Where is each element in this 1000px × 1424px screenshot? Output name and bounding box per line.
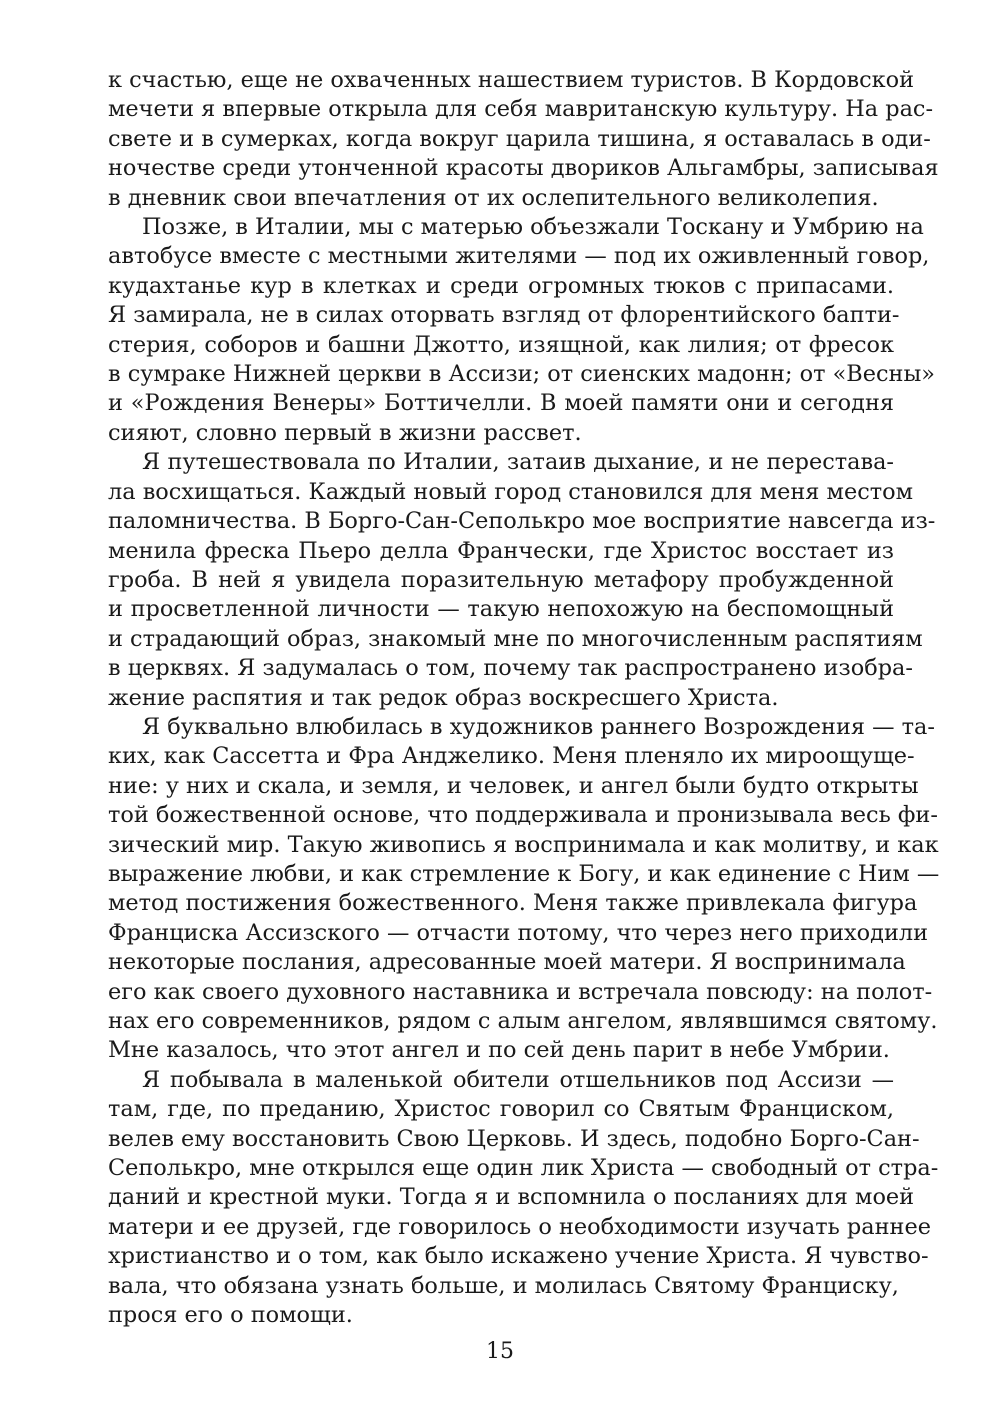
text-line: Мне казалось, что этот ангел и по сей день парит в небе Умбрии. <box>108 1037 890 1064</box>
text-line: той божественной основе, что поддерживала и пронизывала весь фи- <box>108 802 938 829</box>
page-number: 15 <box>486 1339 514 1364</box>
text-line: христианство и о том, как было искажено учение Христа. Я чувство- <box>108 1243 929 1270</box>
text-line: ние: у них и скала, и земля, и человек, и ангел были будто открыты <box>108 772 919 799</box>
text-line: сияют, словно первый в жизни рассвет. <box>108 419 582 446</box>
text-line: Я замирала, не в силах оторвать взгляд от флорентийского бапти- <box>108 302 900 329</box>
text-line: Позже, в Италии, мы с матерью объезжали Тоскану и Умбрию на <box>142 214 924 241</box>
text-line: Франциска Ассизского — отчасти потому, что через него приходили <box>108 919 929 946</box>
text-line: ла восхищаться. Каждый новый город становился для меня местом <box>108 478 914 505</box>
text-line: жение распятия и так редок образ воскресшего Христа. <box>108 684 779 711</box>
text-line: матери и ее друзей, где говорилось о необходимости изучать раннее <box>108 1213 931 1240</box>
text-line: кудахтанье кур в клетках и среди огромных тюков с припасами. <box>108 272 894 299</box>
text-line: Я путешествовала по Италии, затаив дыхание, и не переставa- <box>142 449 894 476</box>
text-line: менила фреска Пьеро делла Франчески, где Христос восстает из <box>108 537 894 564</box>
text-line: в церквях. Я задумалась о том, почему так распространено изобра- <box>108 655 913 682</box>
text-line: и просветленной личности — такую непохожую на беспомощный <box>108 596 894 623</box>
paragraph-1 <box>108 66 939 213</box>
text-line: вала, что обязана узнать больше, и молилась Святому Франциску, <box>108 1272 899 1299</box>
text-line: к счастью, еще не охваченных нашествием туристов. В Кордовской <box>108 67 915 93</box>
text-line: выражение любви, и как стремление к Богу, и как единение с Ним — <box>108 860 940 887</box>
text-line: в дневник свои впечатления от их ослепительного великолепия. <box>108 184 879 211</box>
text-line: и «Рождения Венеры» Боттичелли. В моей памяти они и сегодня <box>108 390 894 417</box>
text-line: стерия, соборов и башни Джотто, изящной, как лилия; от фресок <box>108 331 894 358</box>
text-line: прося его о помощи. <box>108 1302 353 1329</box>
text-line: в сумраке Нижней церкви в Ассизи; от сиенских мадонн; от «Весны» <box>108 361 935 388</box>
text-line: ких, как Сассетта и Фра Анджелико. Меня пленяло их мироощуще- <box>108 743 915 770</box>
paragraph-5 <box>108 1066 939 1331</box>
page-body-text <box>108 66 940 1330</box>
text-line: зический мир. Такую живопись я воспринимала и как молитву, и как <box>108 831 939 858</box>
text-line: даний и крестной муки. Тогда я и вспомнила о посланиях для моей <box>108 1184 915 1211</box>
text-line: его как своего духовного наставника и встречала повсюду: на полот- <box>108 978 933 1005</box>
text-line: паломничества. В Борго-Сан-Сеполькро мое восприятие навсегда из- <box>108 508 936 535</box>
text-line: Я буквально влюбилась в художников раннего Возрождения — та- <box>142 713 935 740</box>
text-line: некоторые послания, адресованные моей матери. Я воспринимала <box>108 949 906 976</box>
paragraph-3 <box>108 448 936 713</box>
text-line: велев ему восстановить Свою Церковь. И здесь, подобно Борго-Сан- <box>108 1125 920 1152</box>
paragraph-4 <box>108 713 940 1066</box>
text-line: Я побывала в маленькой обители отшельников под Ассизи — <box>142 1066 894 1093</box>
text-line: там, где, по преданию, Христос говорил со Святым Франциском, <box>108 1096 894 1123</box>
text-line: свете и в сумерках, когда вокруг царила тишина, я оставалась в оди- <box>108 125 931 152</box>
text-line: метод постижения божественного. Меня также привлекала фигура <box>108 890 918 917</box>
text-line: мечети я впервые открыла для себя мавританскую культуру. На рас- <box>108 96 934 123</box>
text-line: ночестве среди утонченной красоты двориков Альгамбры, записывая <box>108 155 939 182</box>
text-line: Сеполькро, мне открылся еще один лик Христа — свободный от стра- <box>108 1155 939 1182</box>
text-line: нах его современников, рядом с алым ангелом, являвшимся святому. <box>108 1008 938 1034</box>
text-line: гроба. В ней я увидела поразительную метафору пробужденной <box>108 566 894 593</box>
text-line: автобусе вместе с местными жителями — под их оживленный говор, <box>108 243 930 270</box>
paragraph-2 <box>108 213 935 448</box>
text-line: и страдающий образ, знакомый мне по многочисленным распятиям <box>108 625 923 652</box>
